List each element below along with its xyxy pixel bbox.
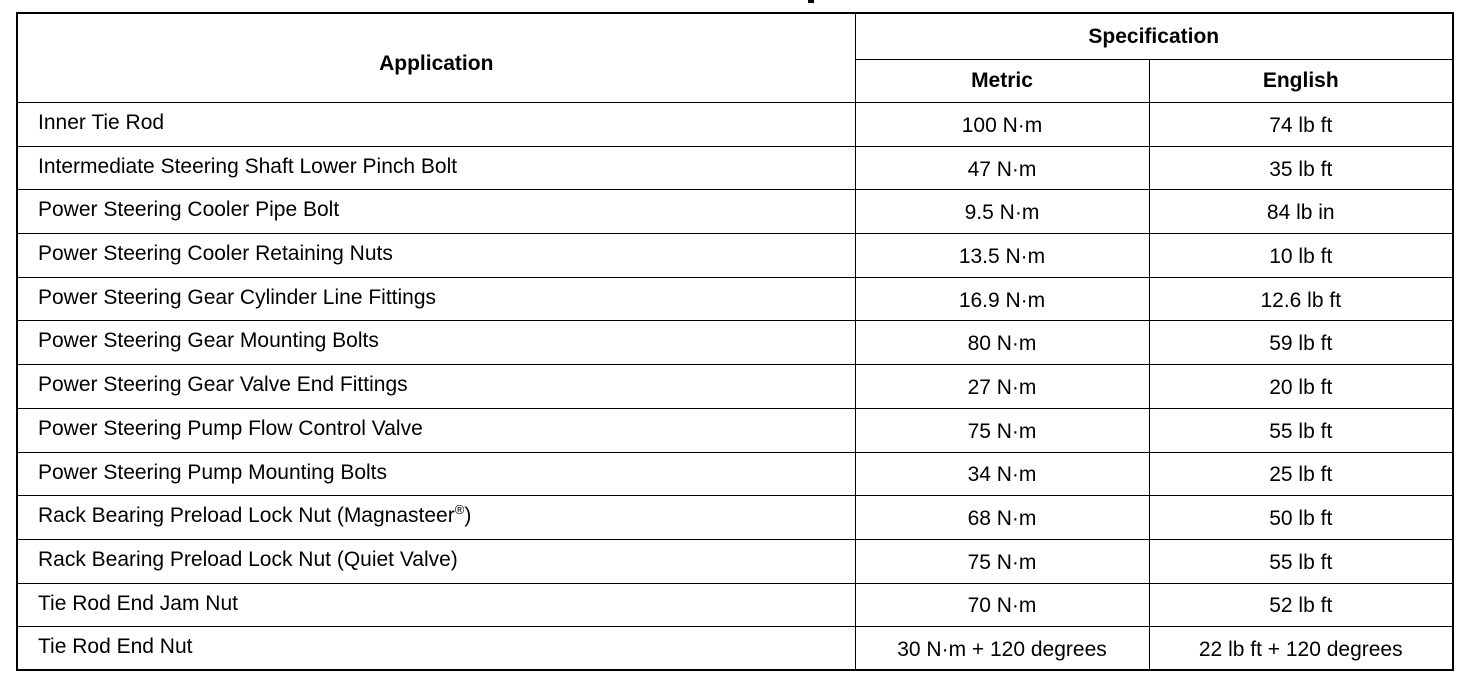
application-cell: Inner Tie Rod: [17, 103, 855, 147]
english-cell: 25 lb ft: [1149, 452, 1453, 496]
metric-cell: 47 N·m: [855, 146, 1149, 190]
application-column-header: Application: [17, 13, 855, 103]
english-column-header: English: [1149, 59, 1453, 102]
metric-cell: 75 N·m: [855, 539, 1149, 583]
english-cell: 55 lb ft: [1149, 408, 1453, 452]
english-cell: 84 lb in: [1149, 190, 1453, 234]
english-cell: 20 lb ft: [1149, 365, 1453, 409]
table-row: [17, 452, 1453, 496]
application-text-suffix: ): [464, 504, 472, 528]
application-cell: Rack Bearing Preload Lock Nut (Quiet Valve): [17, 539, 855, 583]
table-row: [17, 103, 1453, 147]
metric-cell: 80 N·m: [855, 321, 1149, 365]
application-cell: Power Steering Gear Mounting Bolts: [17, 321, 855, 365]
metric-cell: 68 N·m: [855, 496, 1149, 540]
metric-cell: 13.5 N·m: [855, 234, 1149, 278]
application-cell: Tie Rod End Jam Nut: [17, 583, 855, 627]
english-cell: 10 lb ft: [1149, 234, 1453, 278]
metric-cell: 9.5 N·m: [855, 190, 1149, 234]
application-cell: Power Steering Gear Valve End Fittings: [17, 365, 855, 409]
table-row: [17, 190, 1453, 234]
metric-cell: 75 N·m: [855, 408, 1149, 452]
table-row: [17, 627, 1453, 671]
metric-column-header: Metric: [855, 59, 1149, 102]
table-row: [17, 539, 1453, 583]
metric-cell: 27 N·m: [855, 365, 1149, 409]
english-cell: 50 lb ft: [1149, 496, 1453, 540]
application-cell: Power Steering Pump Mounting Bolts: [17, 452, 855, 496]
application-cell: Power Steering Cooler Retaining Nuts: [17, 234, 855, 278]
english-cell: 59 lb ft: [1149, 321, 1453, 365]
application-text: Rack Bearing Preload Lock Nut (Magnasteer: [38, 504, 455, 528]
english-cell: 12.6 lb ft: [1149, 277, 1453, 321]
application-cell: Power Steering Pump Flow Control Valve: [17, 408, 855, 452]
table-row: [17, 146, 1453, 190]
application-cell: Power Steering Gear Cylinder Line Fittings: [17, 277, 855, 321]
metric-cell: 100 N·m: [855, 103, 1149, 147]
english-cell: 52 lb ft: [1149, 583, 1453, 627]
table-body: [17, 103, 1453, 671]
fastener-specification-table: [16, 12, 1454, 671]
table-row: [17, 583, 1453, 627]
application-cell: [17, 496, 855, 540]
table-header: [17, 13, 1453, 103]
table-row: [17, 234, 1453, 278]
table-row: [17, 408, 1453, 452]
table-row: [17, 321, 1453, 365]
page-top-mark: [808, 0, 814, 3]
application-cell: Power Steering Cooler Pipe Bolt: [17, 190, 855, 234]
metric-cell: 70 N·m: [855, 583, 1149, 627]
application-cell: Tie Rod End Nut: [17, 627, 855, 671]
registered-mark: ®: [454, 502, 465, 518]
table-row: [17, 277, 1453, 321]
metric-cell: 16.9 N·m: [855, 277, 1149, 321]
english-cell: 22 lb ft + 120 degrees: [1149, 627, 1453, 671]
metric-cell: 30 N·m + 120 degrees: [855, 627, 1149, 671]
english-cell: 74 lb ft: [1149, 103, 1453, 147]
specification-column-header: Specification: [855, 13, 1453, 59]
table-row: [17, 496, 1453, 540]
english-cell: 35 lb ft: [1149, 146, 1453, 190]
english-cell: 55 lb ft: [1149, 539, 1453, 583]
metric-cell: 34 N·m: [855, 452, 1149, 496]
application-cell: Intermediate Steering Shaft Lower Pinch Bolt: [17, 146, 855, 190]
table-row: [17, 365, 1453, 409]
